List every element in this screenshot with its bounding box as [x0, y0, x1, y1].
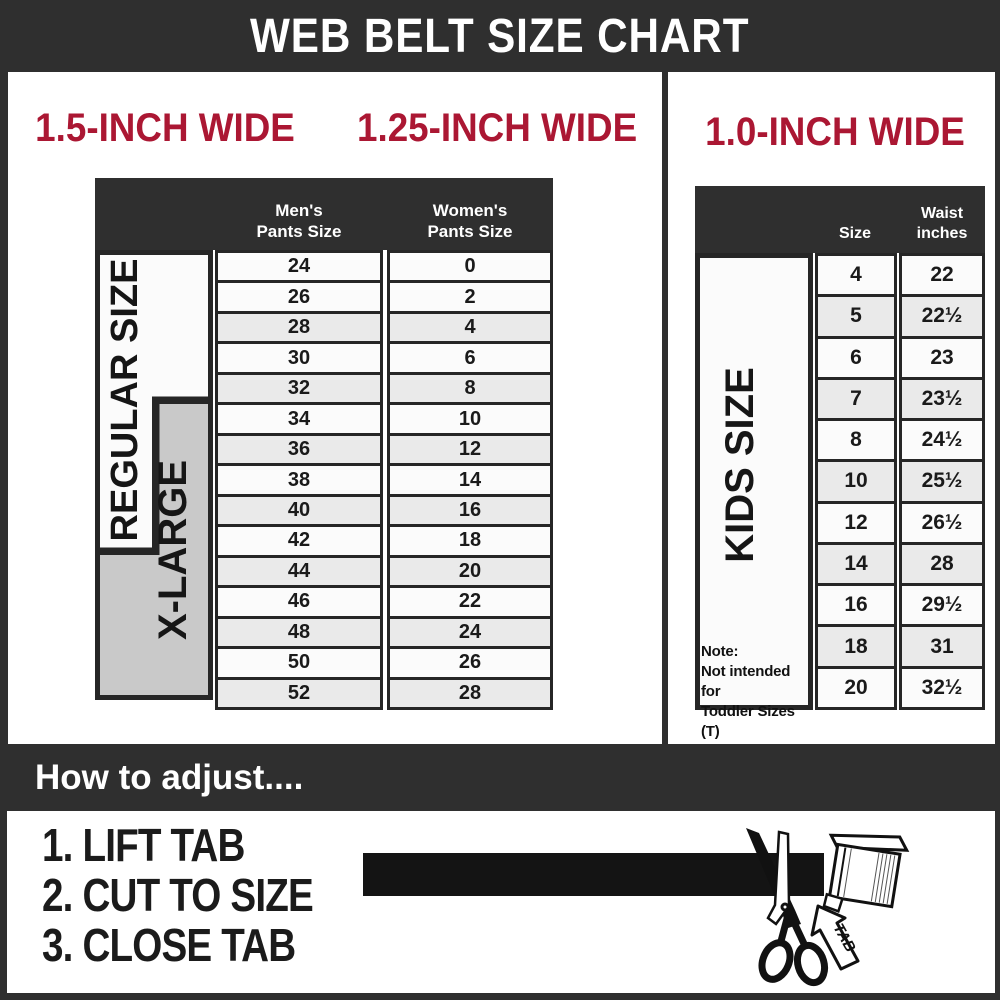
table-cell: 29½ — [899, 583, 985, 627]
table-cell: 12 — [815, 501, 897, 545]
kids-size-column — [815, 253, 897, 710]
table-cell: 26½ — [899, 501, 985, 545]
table-cell: 16 — [815, 583, 897, 627]
table-cell: 46 — [215, 585, 383, 618]
mens-header-line2: Pants Size — [256, 222, 342, 241]
table-cell: 26 — [387, 646, 553, 679]
table-cell: 26 — [215, 280, 383, 313]
note-line3: Toddler Sizes (T) — [701, 703, 795, 740]
table-cell: 23½ — [899, 377, 985, 421]
step-3: 3. CLOSE TAB — [42, 919, 296, 971]
kids-size-label: KIDS SIZE — [718, 367, 762, 563]
table-cell: 28 — [387, 677, 553, 710]
womens-header-line1: Women's — [432, 201, 508, 220]
left-table-header — [95, 178, 553, 250]
belt-illustration — [0, 811, 995, 993]
size-header — [813, 224, 897, 244]
table-cell: 50 — [215, 646, 383, 679]
waist-header-line2: inches — [916, 225, 968, 242]
table-cell: 32½ — [899, 666, 985, 710]
table-cell: 24 — [387, 616, 553, 649]
step-2: 2. CUT TO SIZE — [42, 869, 313, 921]
mens-header-line1: Men's — [275, 201, 323, 220]
size-header-text: Size — [838, 225, 871, 242]
table-cell: 10 — [815, 459, 897, 503]
waist-header-line1: Waist — [920, 205, 964, 222]
table-cell: 22½ — [899, 294, 985, 338]
womens-sizes-column — [387, 250, 553, 710]
toddler-note — [701, 642, 811, 742]
table-cell: 30 — [215, 341, 383, 374]
mens-pants-size-header — [215, 200, 383, 242]
table-cell: 23 — [899, 336, 985, 380]
table-cell: 4 — [815, 253, 897, 297]
table-cell: 42 — [215, 524, 383, 557]
table-cell: 14 — [387, 463, 553, 496]
table-cell: 22 — [387, 585, 553, 618]
table-cell: 10 — [387, 402, 553, 435]
table-cell: 32 — [215, 372, 383, 405]
waist-inches-column — [899, 253, 985, 710]
title-band — [0, 0, 1000, 72]
buckle-icon — [820, 826, 909, 920]
table-cell: 36 — [215, 433, 383, 466]
table-cell: 4 — [387, 311, 553, 344]
table-cell: 25½ — [899, 459, 985, 503]
note-line1: Note: — [701, 643, 739, 660]
table-cell: 22 — [899, 253, 985, 297]
table-cell: 7 — [815, 377, 897, 421]
waist-inches-header — [899, 204, 985, 244]
womens-header-line2: Pants Size — [427, 222, 513, 241]
table-cell: 2 — [387, 280, 553, 313]
tab-arrow-label: TAB — [829, 920, 859, 955]
table-cell: 18 — [387, 524, 553, 557]
note-line2: Not intended for — [701, 663, 791, 700]
belt-strap — [363, 853, 824, 896]
table-cell: 40 — [215, 494, 383, 527]
how-to-adjust-band — [0, 744, 1000, 811]
step-1: 1. LIFT TAB — [42, 819, 245, 871]
page-title: WEB BELT SIZE CHART — [250, 9, 750, 63]
table-cell: 38 — [215, 463, 383, 496]
table-cell: 52 — [215, 677, 383, 710]
table-cell: 20 — [815, 666, 897, 710]
table-cell: 31 — [899, 624, 985, 668]
table-cell: 6 — [815, 336, 897, 380]
mens-sizes-column — [215, 250, 383, 710]
heading-1-5-inch: 1.5-INCH WIDE — [35, 106, 295, 150]
how-to-adjust-title: How to adjust.... — [35, 757, 304, 797]
table-cell: 0 — [387, 250, 553, 283]
table-cell: 20 — [387, 555, 553, 588]
womens-pants-size-header — [387, 200, 553, 242]
tab-arrow-icon — [812, 906, 859, 969]
table-cell: 14 — [815, 542, 897, 586]
table-cell: 28 — [215, 311, 383, 344]
table-cell: 12 — [387, 433, 553, 466]
heading-1-25-inch: 1.25-INCH WIDE — [357, 106, 638, 150]
regular-size-label: REGULAR SIZE — [104, 258, 146, 542]
table-cell: 34 — [215, 402, 383, 435]
heading-1-0-inch: 1.0-INCH WIDE — [705, 110, 965, 154]
left-row-group-labels — [95, 250, 213, 710]
x-large-label: X-LARGE — [151, 460, 195, 640]
table-cell: 24½ — [899, 418, 985, 462]
table-cell: 18 — [815, 624, 897, 668]
table-cell: 44 — [215, 555, 383, 588]
table-cell: 8 — [815, 418, 897, 462]
right-table-header — [695, 186, 985, 253]
table-cell: 8 — [387, 372, 553, 405]
table-cell: 5 — [815, 294, 897, 338]
table-cell: 16 — [387, 494, 553, 527]
table-cell: 24 — [215, 250, 383, 283]
table-cell: 48 — [215, 616, 383, 649]
table-cell: 6 — [387, 341, 553, 374]
table-cell: 28 — [899, 542, 985, 586]
